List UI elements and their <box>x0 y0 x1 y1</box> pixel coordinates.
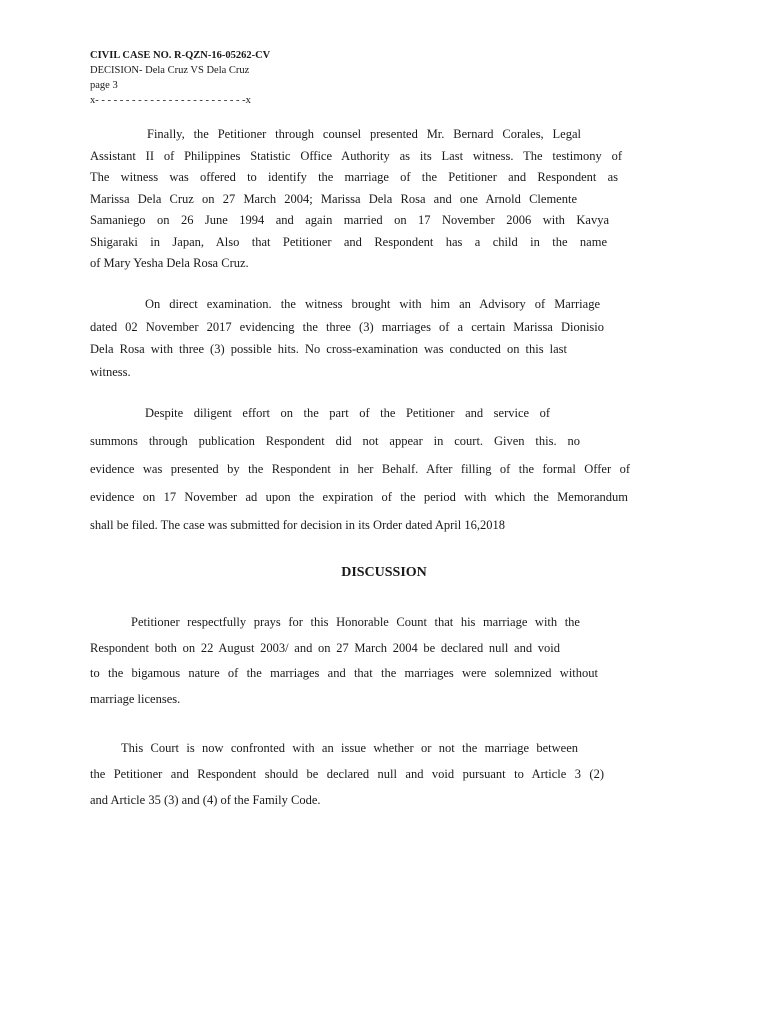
paragraph-line: Marissa Dela Cruz on 27 March 2004; Marissa Dela Rosa and one Arnold Clemente <box>90 191 577 206</box>
paragraph-line: to the bigamous nature of the marriages and that the marriages were solemnized without <box>90 666 598 680</box>
paragraph-line: Despite diligent effort on the part of the Petitioner and service of <box>145 406 550 420</box>
paragraph-line: witness. <box>90 364 131 379</box>
paragraph-line: Shigaraki in Japan, Also that Petitioner and Respondent has a child in the name <box>90 234 607 249</box>
paragraph-line: and Article 35 (3) and (4) of the Family Code. <box>90 793 321 807</box>
paragraph-line: marriage licenses. <box>90 691 181 706</box>
paragraph-witness-testimony <box>90 124 638 275</box>
paragraph-line: summons through publication Respondent did not appear in court. Given this. no <box>90 434 580 448</box>
paragraph-respondent-absence <box>90 399 638 539</box>
case-number: CIVIL CASE NO. R-QZN-16-05262-CV <box>90 50 271 61</box>
paragraph-line: dated 02 November 2017 evidencing the three (3) marriages of a certain Marissa Dionisio <box>90 319 604 334</box>
discussion-heading: DISCUSSION <box>341 565 427 580</box>
paragraph-line: Finally, the Petitioner through counsel presented Mr. Bernard Corales, Legal <box>147 127 581 141</box>
document-header <box>90 48 270 108</box>
paragraph-line: Samaniego on 26 June 1994 and again married on 17 November 2006 with Kavya <box>90 213 609 227</box>
paragraph-line: This Court is now confronted with an issue whether or not the marriage between <box>121 741 578 755</box>
page-number: page 3 <box>90 80 118 91</box>
paragraph-court-issue <box>90 735 638 813</box>
paragraph-line: evidence on 17 November ad upon the expiration of the period with which the Memorandum <box>90 490 628 504</box>
paragraph-line: Respondent both on 22 August 2003/ and on 27 March 2004 be declared null and void <box>90 640 560 655</box>
paragraph-line: of Mary Yesha Dela Rosa Cruz. <box>90 256 249 270</box>
paragraph-line: The witness was offered to identify the marriage of the Petitioner and Respondent as <box>90 170 618 184</box>
decision-title: DECISION- Dela Cruz VS Dela Cruz <box>90 65 250 76</box>
paragraph-line: shall be filed. The case was submitted for decision in its Order dated April 16,2018 <box>90 518 505 532</box>
paragraph-direct-examination <box>90 293 638 383</box>
paragraph-line: Dela Rosa with three (3) possible hits. No cross-examination was conducted on this last <box>90 342 567 356</box>
paragraph-line: evidence was presented by the Respondent in her Behalf. After filling of the formal Offer of <box>90 462 630 476</box>
separator-line: x- - - - - - - - - - - - - - - - - - - - - - - - -x <box>90 95 251 106</box>
paragraph-line: Assistant II of Philippines Statistic Office Authority as its Last witness. The testimony of <box>90 148 622 163</box>
paragraph-petitioner-prayer <box>90 610 638 712</box>
paragraph-line: Petitioner respectfully prays for this Honorable Count that his marriage with the <box>131 615 580 629</box>
paragraph-line: the Petitioner and Respondent should be declared null and void pursuant to Article 3 (2) <box>90 767 604 781</box>
paragraph-line: On direct examination. the witness brought with him an Advisory of Marriage <box>145 297 600 311</box>
